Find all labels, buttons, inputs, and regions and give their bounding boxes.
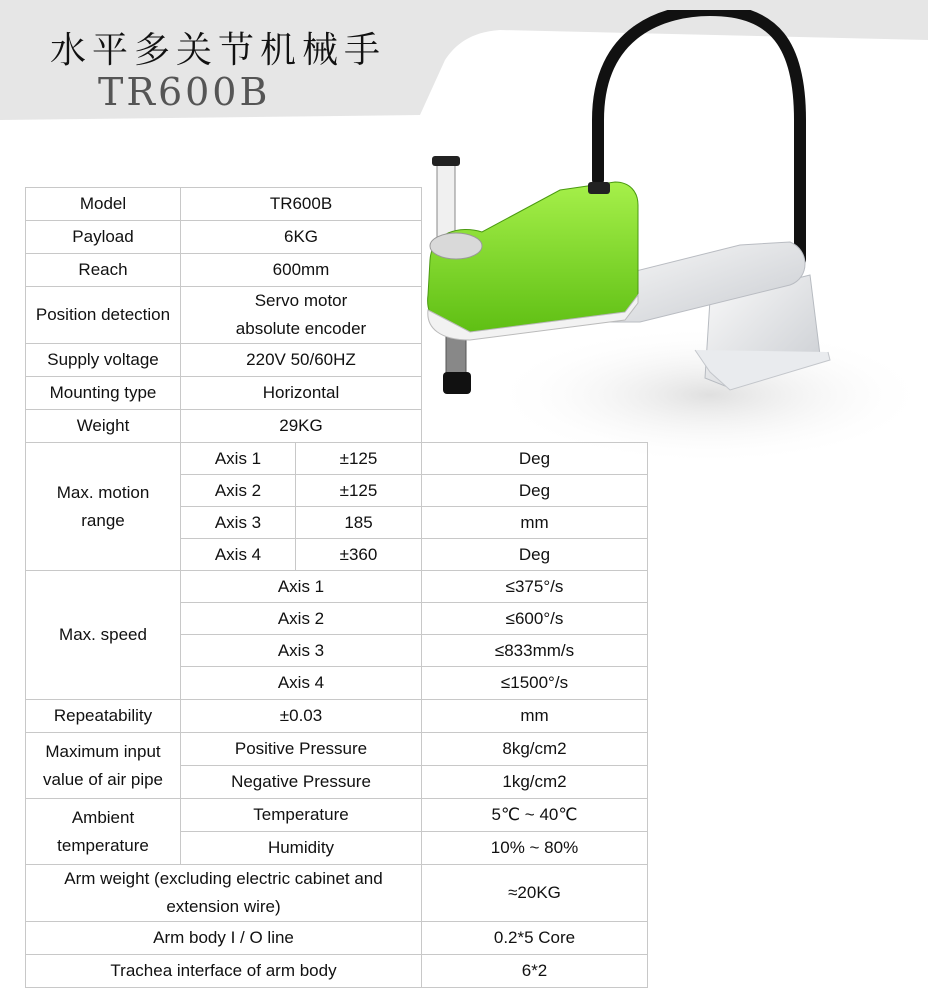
motion-unit: mm bbox=[422, 507, 648, 539]
spec-table bbox=[25, 187, 648, 988]
empty-cell bbox=[422, 377, 648, 410]
motion-unit: Deg bbox=[422, 475, 648, 507]
motion-unit: Deg bbox=[422, 539, 648, 571]
speed-axis: Axis 4 bbox=[181, 667, 422, 700]
pressure-name: Positive Pressure bbox=[181, 733, 422, 766]
motion-value: ±360 bbox=[296, 539, 422, 571]
label-line-1: Maximum input bbox=[45, 741, 161, 761]
position-detection-label: Position detection bbox=[26, 287, 181, 344]
row-temperature bbox=[26, 799, 648, 832]
model-label: Model bbox=[26, 188, 181, 221]
payload-value: 6KG bbox=[181, 221, 422, 254]
motion-value: ±125 bbox=[296, 443, 422, 475]
row-supply-voltage bbox=[26, 344, 648, 377]
row-positive-pressure bbox=[26, 733, 648, 766]
weight-label: Weight bbox=[26, 410, 181, 443]
motion-value: ±125 bbox=[296, 475, 422, 507]
row-reach bbox=[26, 254, 648, 287]
label-line-1: Arm weight (excluding electric cabinet and bbox=[64, 869, 383, 888]
motion-axis: Axis 3 bbox=[181, 507, 296, 539]
supply-voltage-value: 220V 50/60HZ bbox=[181, 344, 422, 377]
speed-value: ≤375°/s bbox=[422, 571, 648, 603]
io-line-label: Arm body I / O line bbox=[26, 922, 422, 955]
motion-axis: Axis 4 bbox=[181, 539, 296, 571]
reach-value: 600mm bbox=[181, 254, 422, 287]
ambient-value: 10% ~ 80% bbox=[422, 832, 648, 865]
trachea-value: 6*2 bbox=[422, 955, 648, 988]
motion-range-label bbox=[26, 443, 181, 571]
row-io-line bbox=[26, 922, 648, 955]
ambient-name: Humidity bbox=[181, 832, 422, 865]
repeatability-value: ±0.03 bbox=[181, 700, 422, 733]
motion-unit: Deg bbox=[422, 443, 648, 475]
pressure-name: Negative Pressure bbox=[181, 766, 422, 799]
motion-axis: Axis 1 bbox=[181, 443, 296, 475]
row-trachea bbox=[26, 955, 648, 988]
motion-value: 185 bbox=[296, 507, 422, 539]
row-repeatability bbox=[26, 700, 648, 733]
supply-voltage-label: Supply voltage bbox=[26, 344, 181, 377]
trachea-label: Trachea interface of arm body bbox=[26, 955, 422, 988]
page-title: 水平多关节机械手 bbox=[50, 30, 387, 71]
label-line-2: value of air pipe bbox=[42, 769, 164, 789]
speed-axis: Axis 3 bbox=[181, 635, 422, 667]
arm-weight-label bbox=[26, 865, 422, 922]
row-payload bbox=[26, 221, 648, 254]
empty-cell bbox=[422, 287, 648, 344]
speed-value: ≤600°/s bbox=[422, 603, 648, 635]
ambient-label bbox=[26, 799, 181, 865]
position-detection-value bbox=[181, 287, 422, 344]
label-line-1: Max. motion bbox=[56, 482, 150, 502]
speed-value: ≤1500°/s bbox=[422, 667, 648, 700]
empty-cell bbox=[422, 221, 648, 254]
row-position-detection bbox=[26, 287, 648, 344]
mounting-type-value: Horizontal bbox=[181, 377, 422, 410]
max-speed-label: Max. speed bbox=[26, 571, 181, 700]
model-value: TR600B bbox=[181, 188, 422, 221]
value-line-1: Servo motor bbox=[254, 291, 348, 310]
pressure-value: 1kg/cm2 bbox=[422, 766, 648, 799]
pressure-value: 8kg/cm2 bbox=[422, 733, 648, 766]
model-subtitle: TR600B bbox=[98, 70, 271, 114]
row-speed-axis-1 bbox=[26, 571, 648, 603]
value-line-2: absolute encoder bbox=[235, 319, 367, 338]
row-weight bbox=[26, 410, 648, 443]
motion-axis: Axis 2 bbox=[181, 475, 296, 507]
ambient-name: Temperature bbox=[181, 799, 422, 832]
label-line-2: temperature bbox=[57, 835, 149, 855]
row-motion-axis-1 bbox=[26, 443, 648, 475]
speed-value: ≤833mm/s bbox=[422, 635, 648, 667]
empty-cell bbox=[422, 344, 648, 377]
label-line-2: extension wire) bbox=[166, 897, 281, 916]
air-pipe-label bbox=[26, 733, 181, 799]
weight-value: 29KG bbox=[181, 410, 422, 443]
mounting-type-label: Mounting type bbox=[26, 377, 181, 410]
row-mounting-type bbox=[26, 377, 648, 410]
row-arm-weight bbox=[26, 865, 648, 922]
speed-axis: Axis 2 bbox=[181, 603, 422, 635]
speed-axis: Axis 1 bbox=[181, 571, 422, 603]
payload-label: Payload bbox=[26, 221, 181, 254]
repeatability-unit: mm bbox=[422, 700, 648, 733]
empty-cell bbox=[422, 410, 648, 443]
reach-label: Reach bbox=[26, 254, 181, 287]
ambient-value: 5℃ ~ 40℃ bbox=[422, 799, 648, 832]
arm-weight-value: ≈20KG bbox=[422, 865, 648, 922]
row-model bbox=[26, 188, 648, 221]
empty-cell bbox=[422, 254, 648, 287]
empty-cell bbox=[422, 188, 648, 221]
repeatability-label: Repeatability bbox=[26, 700, 181, 733]
io-line-value: 0.2*5 Core bbox=[422, 922, 648, 955]
label-line-2: range bbox=[81, 510, 125, 530]
label-line-1: Ambient bbox=[71, 807, 135, 827]
